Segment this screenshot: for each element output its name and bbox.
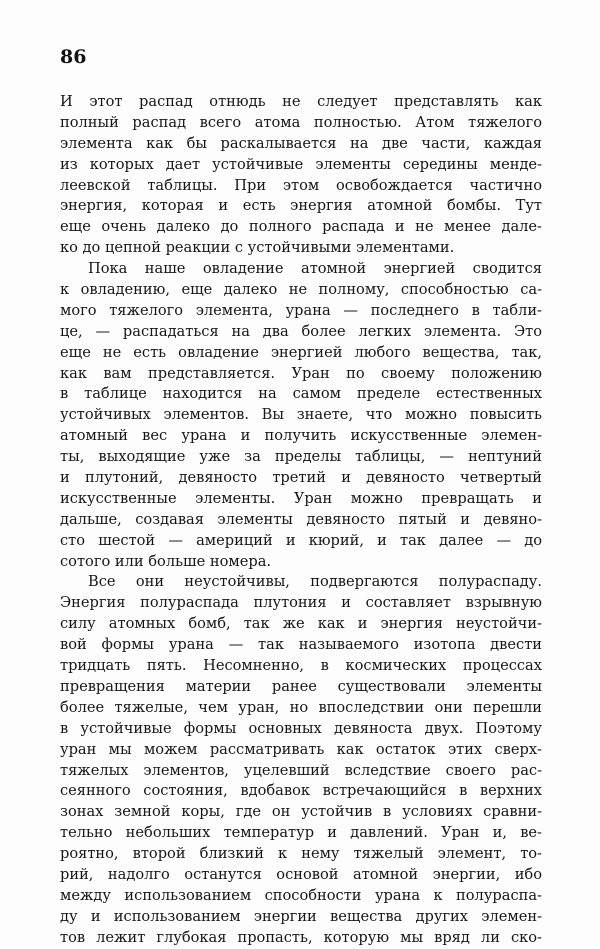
text-line: как вам представляется. Уран по своему положению — [60, 364, 542, 382]
paragraph — [60, 259, 542, 572]
text-line: Все они неустойчивы, подвергаются полураспаду. — [88, 573, 542, 591]
text-line: мого тяжелого элемента, урана — последнего в табли- — [60, 301, 542, 319]
text-line: более тяжелые, чем уран, но впоследствии они перешли — [60, 698, 542, 716]
text-line: сотого или больше номера. — [60, 552, 272, 570]
text-line: сеянного состояния, вдобавок встречающийся в верхних — [60, 782, 542, 800]
text-line: роятно, второй близкий к нему тяжелый элемент, то- — [60, 845, 542, 863]
text-line: тяжелых элементов, уцелевший вследствие своего рас- — [60, 761, 542, 779]
text-line: устойчивых элементов. Вы знаете, что можно повысить — [60, 406, 542, 424]
text-line: уран мы можем рассматривать как остаток этих сверх- — [60, 740, 542, 758]
text-line: энергия, которая и есть энергия атомной бомбы. Тут — [60, 197, 542, 215]
text-line: це, — распадаться на два более легких элемента. Это — [60, 322, 542, 340]
text-line: превращения материи ранее существовали элементы — [60, 677, 542, 695]
text-line: в устойчивые формы основных девяноста двух. Поэтому — [60, 719, 542, 737]
text-line: к овладению, еще далеко не полному, способностью са- — [60, 281, 542, 299]
text-line: И этот распад отнюдь не следует представлять как — [60, 93, 542, 110]
text-line: тельно небольших температур и давлений. Уран и, ве- — [60, 824, 542, 842]
text-line: и плутоний, девяносто третий и девяносто четвертый — [60, 469, 542, 487]
text-line: ты, выходящие уже за пределы таблицы, — нептуний — [60, 448, 542, 466]
text-line: между использованием способности урана к полураспа- — [60, 886, 542, 904]
body-text — [60, 92, 542, 949]
text-line: тридцать пять. Несомненно, в космических процессах — [60, 657, 542, 675]
text-line: ко до цепной реакции с устойчивыми элементами. — [60, 239, 455, 257]
text-line: атомный вес урана и получить искусственные элемен- — [60, 427, 542, 445]
text-line: рий, надолго останутся основой атомной энергии, ибо — [60, 865, 542, 883]
text-line: дальше, создавая элементы девяносто пятый и девяно- — [60, 510, 542, 528]
text-line: еще очень далеко до полного распада и не менее дале- — [60, 218, 542, 236]
text-line: вой формы урана — так называемого изотопа двести — [60, 636, 542, 654]
text-line: полный распад всего атома полностью. Атом тяжелого — [60, 113, 542, 131]
text-line: Энергия полураспада плутония и составляет взрывную — [60, 594, 542, 612]
text-line: Пока наше овладение атомной энергией сводится — [88, 260, 542, 278]
text-line: еще не есть овладение энергией любого вещества, так, — [60, 343, 542, 361]
text-line: зонах земной коры, где он устойчив в условиях сравни- — [60, 803, 542, 821]
text-line: леевской таблицы. При этом освобождается частично — [60, 176, 542, 194]
paragraph — [60, 572, 542, 948]
text-line: сто шестой — америций и кюрий, и так далее — до — [60, 531, 542, 549]
paragraph — [60, 92, 542, 259]
text-line: элемента как бы раскалывается на две части, каждая — [60, 134, 542, 152]
text-line: искусственные элементы. Уран можно превращать и — [60, 489, 542, 507]
page-number: 86 — [60, 46, 87, 68]
text-line: из которых дает устойчивые элементы середины менде- — [60, 155, 542, 173]
text-line: силу атомных бомб, так же как и энергия неустойчи- — [60, 615, 542, 633]
text-line: ду и использованием энергии вещества других элемен- — [60, 907, 542, 925]
text-line: в таблице находится на самом пределе естественных — [60, 385, 542, 403]
text-line: тов лежит глубокая пропасть, которую мы вряд ли ско- — [60, 928, 542, 946]
